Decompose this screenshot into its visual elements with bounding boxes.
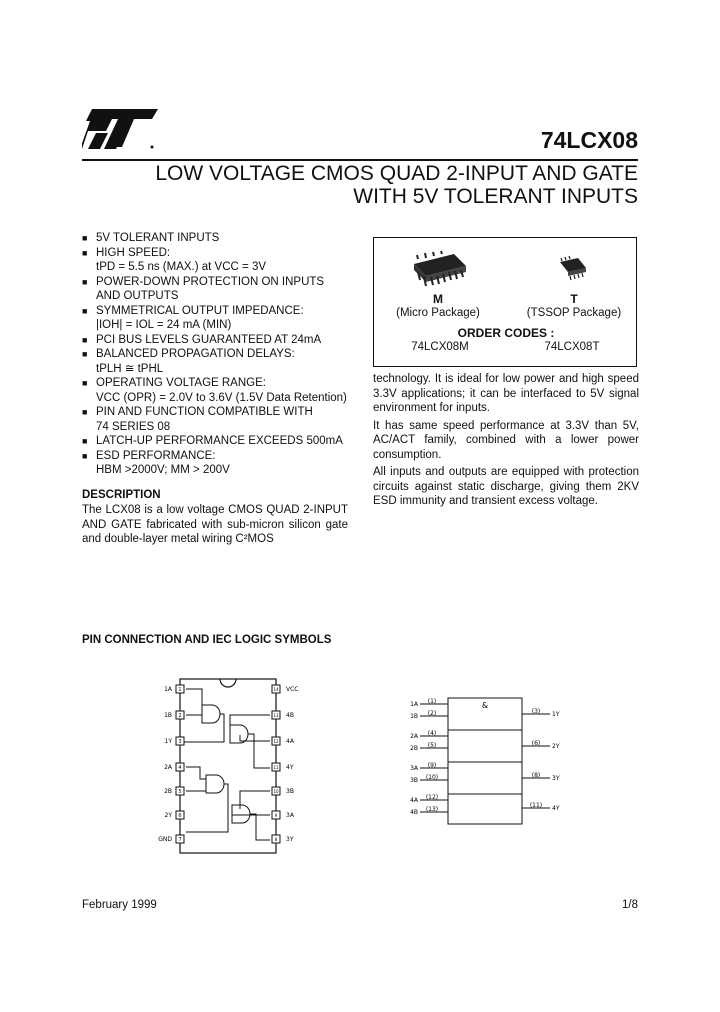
pin-label: 2B [164,788,172,795]
iec-input-label: 2B [410,745,418,752]
pin-label: 4Y [286,764,294,771]
feature-item [82,434,354,449]
order-code-t: 74LCX08T [544,341,600,353]
iec-input-label: 1B [410,713,418,720]
iec-output-label: 3Y [552,775,560,782]
pin-number: 6 [178,813,182,819]
bullet-icon: ■ [82,247,88,258]
feature-item [82,246,354,261]
order-code-m: 74LCX08M [411,341,469,353]
bullet-icon: ■ [82,233,88,243]
feature-subtext: 74 SERIES 08 [96,420,171,433]
iec-output-label: 4Y [552,805,560,812]
and-qualifier: & [481,701,489,710]
pin-label: 3A [286,812,294,819]
feature-item [82,231,354,246]
iec-input-number: (9) [427,762,437,769]
iec-input-number: (4) [427,730,437,737]
iec-input-label: 3A [410,765,418,772]
pin-number: 9 [274,813,278,818]
iec-input-number: (1) [427,698,437,705]
pin-label: 2Y [164,812,172,819]
feature-item [82,405,354,420]
package-box [373,237,637,367]
feature-text: LATCH-UP PERFORMANCE EXCEEDS 500mA [96,435,343,447]
description-continued [373,372,639,512]
iec-input-label: 4B [410,809,418,816]
feature-subtext: VCC (OPR) = 2.0V to 3.6V (1.5V Data Retention) [96,391,347,404]
bullet-icon: ■ [82,276,88,287]
feature-subtext: |IOH| = IOL = 24 mA (MIN) [96,319,232,331]
iec-input-number: (2) [427,710,437,717]
bullet-icon: ■ [82,378,88,388]
footer-date: February 1999 [82,899,157,911]
iec-logic-symbol [400,690,590,830]
iec-output-number: (3) [531,708,541,715]
bullet-icon: ■ [82,407,88,417]
bullet-icon: ■ [82,450,88,461]
feature-item [82,333,354,348]
feature-text: 5V TOLERANT INPUTS [96,232,220,244]
feature-subtext: tPD = 5.5 ns (MAX.) at VCC = 3V [96,261,267,273]
pin-label: 2A [164,764,172,771]
paragraph-speed: It has same speed performance at 3.3V than 5V, AC/ACT family, combined with a lower power consumption. [373,419,639,461]
iec-input-label: 2A [410,733,418,740]
pin-label: 3Y [286,836,294,843]
title-line-1: LOW VOLTAGE CMOS QUAD 2-INPUT AND GATE [155,162,638,185]
feature-item [82,347,354,362]
description-heading: DESCRIPTION [82,489,161,501]
feature-item [82,275,354,290]
feature-item [82,449,354,464]
package-t-letter: T [570,292,578,306]
description-text: The LCX08 is a low voltage CMOS QUAD 2-INPUT AND GATE fabricated with sub-micron silicon gate and double-layer metal wiring C²MOS [82,504,348,545]
features-list [82,231,354,478]
feature-text: POWER-DOWN PROTECTION ON INPUTS [96,275,325,288]
iec-input-label: 1A [410,701,418,708]
feature-item [82,376,354,391]
pin-number: 1 [178,687,182,693]
pin-number: 12 [273,739,279,744]
pin-section-heading: PIN CONNECTION AND IEC LOGIC SYMBOLS [82,634,332,646]
header-rule [82,159,638,161]
pin-connection-diagram [150,675,330,860]
tssop-package-icon [554,254,594,284]
pin-number: 3 [178,739,182,745]
pin-number: 8 [274,837,278,842]
iec-output-number: (6) [531,740,541,747]
iec-input-label: 4A [410,797,418,804]
pin-number: 5 [178,789,182,795]
feature-text: PCI BUS LEVELS GUARANTEED AT 24mA [96,333,322,346]
pin-label: 1Y [164,738,172,745]
iec-input-number: (5) [427,742,437,749]
title-line-2: WITH 5V TOLERANT INPUTS [353,185,638,208]
iec-input-number: (13) [425,806,439,813]
pin-label: 3B [286,788,294,795]
bullet-icon: ■ [82,334,88,345]
part-number: 74LCX08 [540,127,638,153]
iec-input-number: (12) [425,794,439,801]
iec-input-number: (10) [425,774,439,781]
feature-subtext: tPLH ≅ tPHL [96,362,164,375]
iec-output-number: (8) [531,772,541,779]
pin-label: 1B [164,712,172,719]
pin-number: 10 [273,789,279,794]
feature-text: HIGH SPEED: [96,246,171,259]
pin-label: GND [158,836,172,843]
package-m-desc: (Micro Package) [396,307,480,319]
paragraph-technology: technology. It is ideal for low power and high speed 3.3V applications; it can be interfaced to 5V signal environment for inputs. [373,373,639,414]
order-codes-heading: ORDER CODES : [457,326,555,340]
feature-subtext: AND OUTPUTS [96,290,179,302]
iec-input-label: 3B [410,777,418,784]
package-t-desc: (TSSOP Package) [526,307,622,319]
pin-number: 14 [273,687,279,692]
pin-label: 4B [286,712,294,719]
pin-number: 2 [178,713,182,719]
bullet-icon: ■ [82,436,88,446]
package-m-letter: M [433,292,443,306]
so-package-icon [404,250,474,292]
feature-text: PIN AND FUNCTION COMPATIBLE WITH [96,406,313,418]
pin-label: 4A [286,738,294,745]
iec-output-label: 1Y [552,711,560,718]
pin-label: 1A [164,686,172,693]
pin-number: 11 [273,765,279,770]
iec-output-label: 2Y [552,743,560,750]
feature-item [82,304,354,319]
bullet-icon: ■ [82,305,88,316]
feature-text: OPERATING VOLTAGE RANGE: [96,377,266,389]
pin-number: 13 [273,713,279,718]
pin-label: VCC [286,686,299,693]
pin-number: 7 [178,837,182,843]
feature-text: SYMMETRICAL OUTPUT IMPEDANCE: [96,304,304,317]
iec-output-number: (11) [529,802,543,809]
feature-text: ESD PERFORMANCE: [96,449,216,462]
pin-number: 4 [178,765,182,771]
feature-subtext: HBM >2000V; MM > 200V [96,464,230,476]
bullet-icon: ■ [82,349,88,359]
feature-text: BALANCED PROPAGATION DELAYS: [96,348,295,360]
st-logo [82,109,158,153]
paragraph-esd: All inputs and outputs are equipped with protection circuits against static discharge, giving them 2KV ESD immunity and transient excess voltage. [373,466,639,507]
footer-page-number: 1/8 [622,899,638,911]
